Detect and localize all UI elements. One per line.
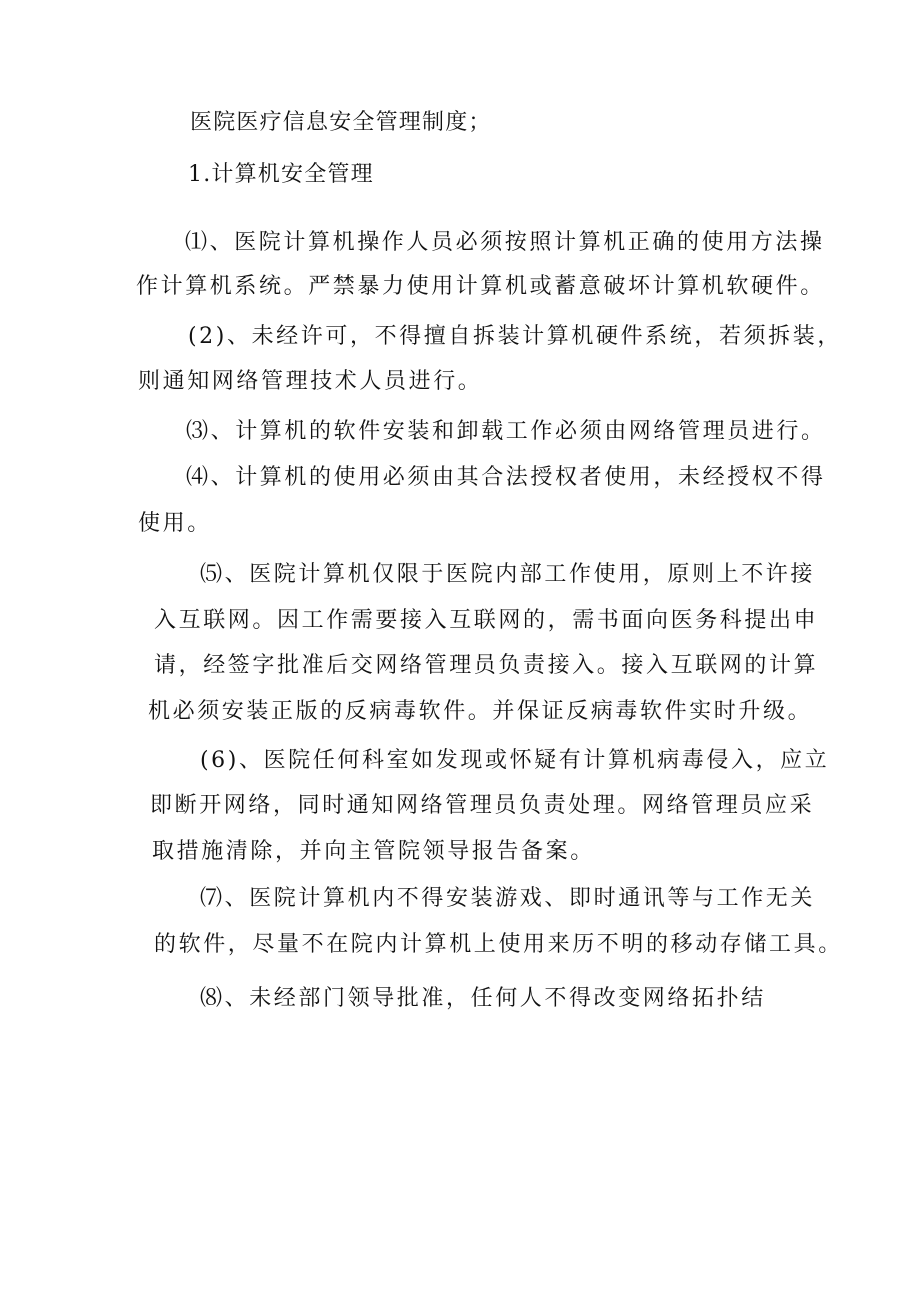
paragraph-line: 请，经签字批准后交网络管理员负责接入。接入互联网的计算 xyxy=(154,653,819,678)
paragraph-line: ⑴、医院计算机操作人员必须按照计算机正确的使用方法操 xyxy=(185,230,825,255)
document-title: 医院医疗信息安全管理制度； xyxy=(190,110,492,135)
paragraph-line: 则通知网络管理技术人员进行。 xyxy=(138,369,483,394)
paragraph-line: ⑷、计算机的使用必须由其合法授权者使用，未经授权不得 xyxy=(186,465,826,490)
paragraph-line: 作计算机系统。严禁暴力使用计算机或蓄意破坏计算机软硬件。 xyxy=(136,274,825,299)
paragraph-line: (2)、未经许可，不得擅自拆装计算机硬件系统，若须拆装， xyxy=(188,324,842,349)
paragraph-line: 的软件，尽量不在院内计算机上使用来历不明的移动存储工具。 xyxy=(154,932,843,957)
paragraph-line: 取措施清除，并向主管院领导报告备案。 xyxy=(152,839,595,864)
paragraph-line: 机必须安装正版的反病毒软件。并保证反病毒软件实时升级。 xyxy=(148,699,813,724)
paragraph-line: (6)、医院任何科室如发现或怀疑有计算机病毒侵入，应立 xyxy=(200,748,830,773)
paragraph-line: ⑸、医院计算机仅限于医院内部工作使用，原则上不许接 xyxy=(200,562,816,587)
paragraph-line: 即断开网络，同时通知网络管理员负责处理。网络管理员应采 xyxy=(150,793,815,818)
paragraph-line: 入互联网。因工作需要接入互联网的，需书面向医务科提出申 xyxy=(154,608,819,633)
paragraph-line: 使用。 xyxy=(138,511,212,536)
paragraph-line: ⑺、医院计算机内不得安装游戏、即时通讯等与工作无关 xyxy=(200,886,816,911)
paragraph-line: ⑶、计算机的软件安装和卸载工作必须由网络管理员进行。 xyxy=(186,419,826,444)
section-heading: 1.计算机安全管理 xyxy=(188,162,374,187)
paragraph-line: ⑻、未经部门领导批准，任何人不得改变网络拓扑结 xyxy=(200,986,766,1011)
